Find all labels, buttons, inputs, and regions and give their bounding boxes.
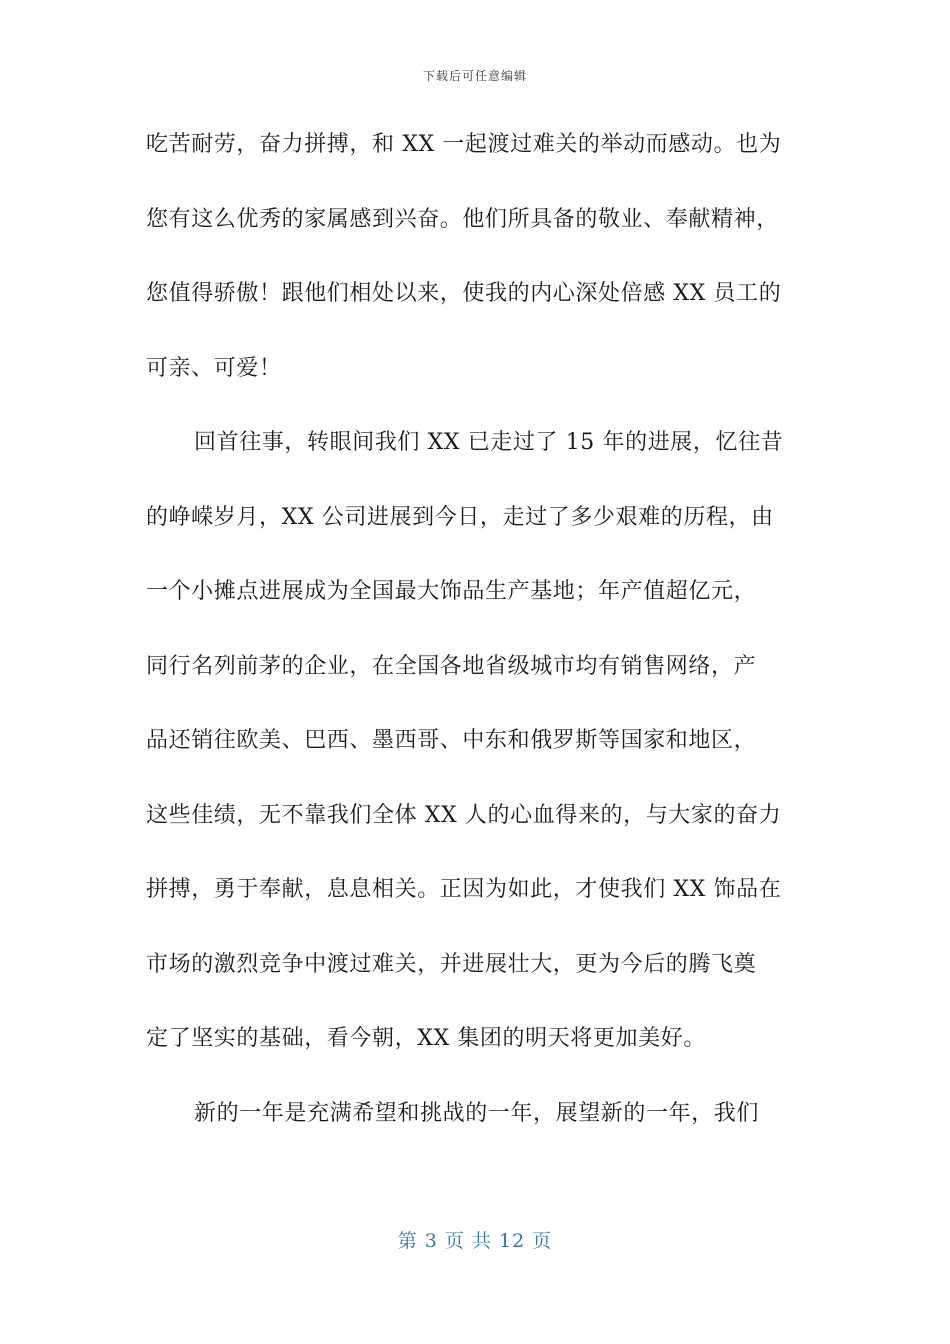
body-line: 的峥嵘岁月，XX 公司进展到今日，走过了多少艰难的历程，由 [146,504,774,530]
paragraph-start-line: 回首往事，转眼间我们 XX 已走过了 15 年的进展，忆往昔 [194,430,784,455]
body-line: 品还销往欧美、巴西、墨西哥、中东和俄罗斯等国家和地区， [146,728,757,753]
body-line: 定了坚实的基础，看今朝，XX 集团的明天将更加美好。 [146,1026,706,1051]
body-line: 您值得骄傲！跟他们相处以来，使我的内心深处倍感 XX 员工的 [146,281,782,306]
body-line: 一个小摊点进展成为全国最大饰品生产基地；年产值超亿元， [146,579,757,604]
header-note: 下载后可任意编辑 [422,69,527,83]
document-body [146,122,806,1165]
body-line: 这些佳绩，无不靠我们全体 XX 人的心血得来的，与大家的奋力 [146,802,782,828]
body-line: 市场的激烈竞争中渡过难关，并进展壮大，更为今后的腾飞奠 [146,951,757,977]
page-number-footer: 第 3 页 共 12 页 [397,1230,553,1252]
paragraph-start-line: 新的一年是充满希望和挑战的一年，展望新的一年，我们 [194,1100,760,1126]
body-line: 同行名列前茅的企业，在全国各地省级城市均有销售网络，产 [146,653,757,679]
body-line: 拼搏，勇于奉献，息息相关。正因为如此，才使我们 XX 饰品在 [146,877,782,902]
body-line: 您有这么优秀的家属感到兴奋。他们所具备的敬业、奉献精神， [146,206,779,232]
body-line: 可亲、可爱！ [146,355,282,381]
body-line: 吃苦耐劳，奋力拼搏，和 XX 一起渡过难关的举动而感动。也为 [146,132,782,157]
